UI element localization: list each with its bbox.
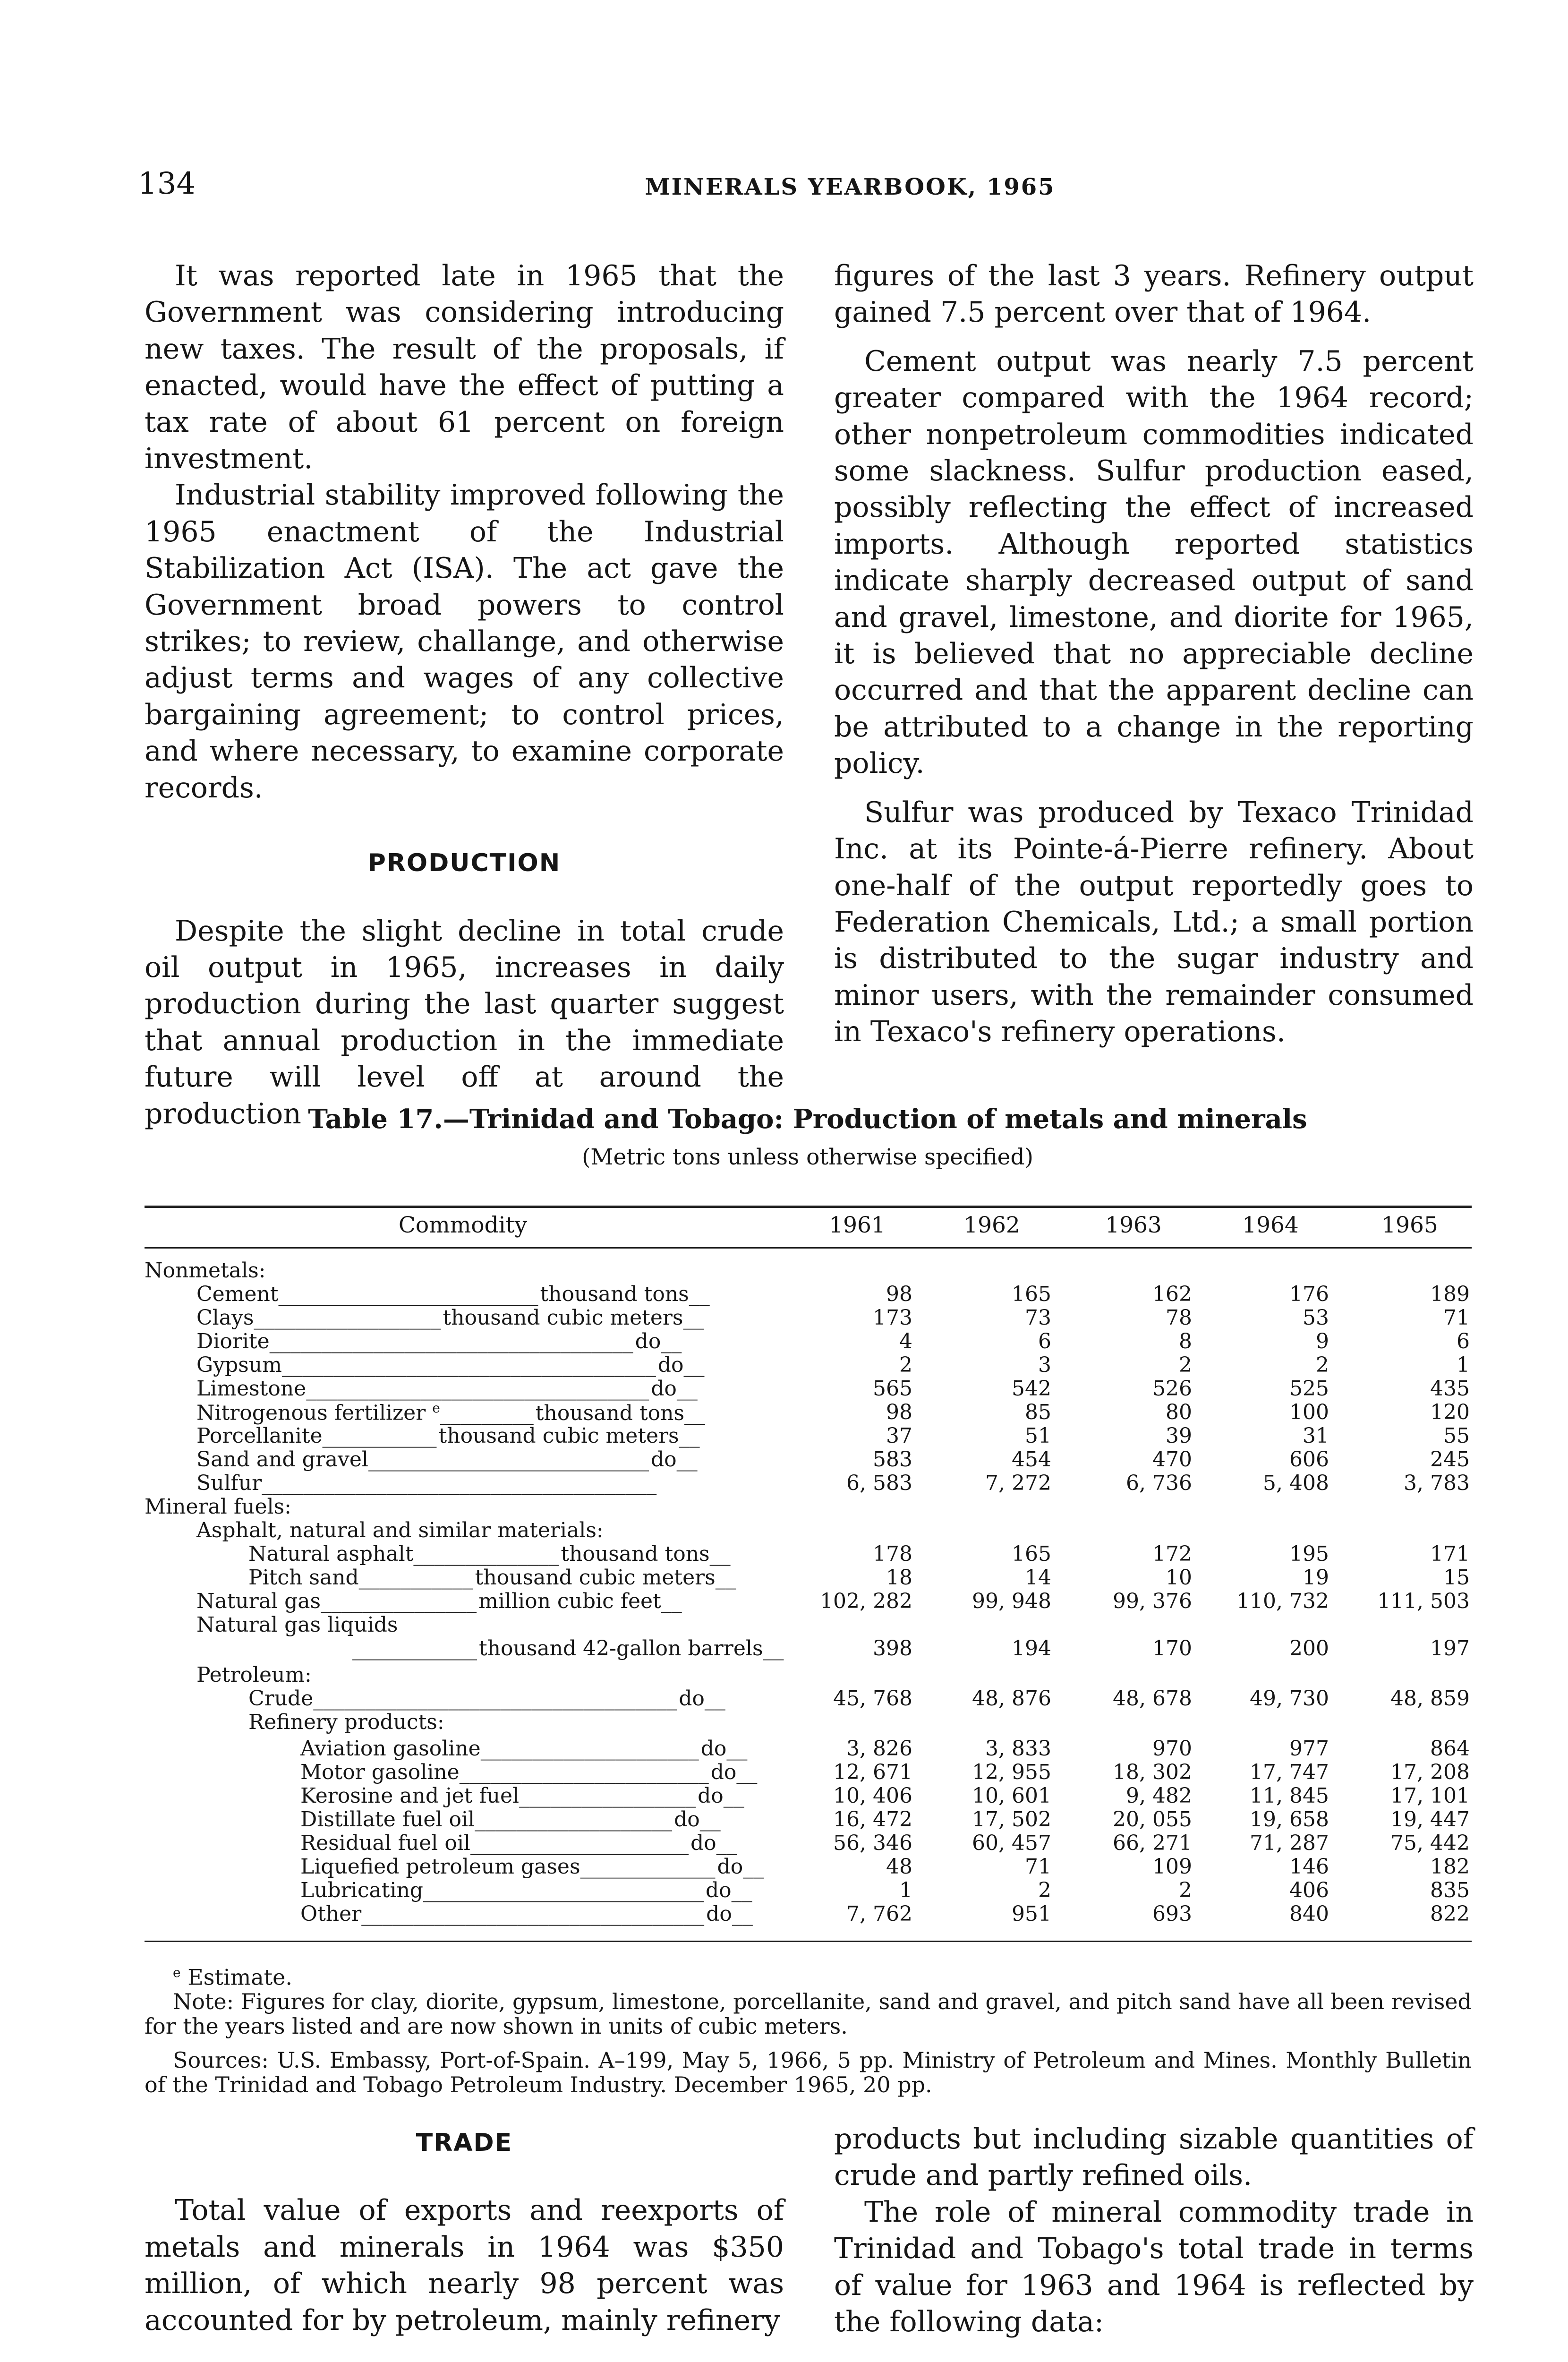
left-column — [145, 258, 784, 1132]
dot-leader: ______________ — [413, 1542, 559, 1566]
table-cell: 48, 876 — [972, 1686, 1051, 1711]
table-cell: 178 — [873, 1542, 912, 1566]
row-unit: do — [679, 1686, 705, 1711]
row-label: Limestone_________________________________do__ — [196, 1377, 698, 1401]
table-cell: 15 — [1443, 1566, 1470, 1590]
paragraph: Industrial stability improved following the 1965 enactment of the Industrial Stabilization Act (ISA). The act gave the Government broad powers to control strikes; to review, challange, and otherwise adjust terms and wages of any collective bargaining agreement; to control prices, and where necessary, to examine corporate records. — [145, 479, 784, 804]
table-cell: 5, 408 — [1263, 1471, 1329, 1495]
column-header-1961: 1961 — [829, 1212, 886, 1238]
table-row — [145, 1710, 1472, 1733]
row-unit: do — [651, 1447, 677, 1472]
table-cell: 454 — [1012, 1447, 1051, 1472]
table-cell: 970 — [1152, 1737, 1192, 1761]
table-row — [145, 1636, 1472, 1659]
row-unit: thousand tons — [535, 1401, 685, 1425]
table-cell: 835 — [1430, 1878, 1470, 1902]
paragraph: products but including sizable quantities of crude and partly refined oils. — [834, 2122, 1474, 2192]
row-label: Asphalt, natural and similar materials: — [196, 1518, 604, 1542]
table-cell: 48, 678 — [1113, 1686, 1192, 1711]
row-unit: thousand cubic meters — [443, 1306, 683, 1330]
table-cell: 20, 055 — [1113, 1807, 1192, 1831]
row-label: Natural gas_______________million cubic feet__ — [196, 1589, 682, 1613]
table-cell: 110, 732 — [1236, 1589, 1329, 1613]
table-row — [145, 1518, 1472, 1541]
row-label: Gypsum____________________________________do__ — [196, 1353, 705, 1377]
table-cell: 78 — [1166, 1306, 1192, 1330]
table-cell: 31 — [1303, 1424, 1329, 1448]
column-header-1965: 1965 — [1381, 1212, 1438, 1238]
row-label: Cement_________________________thousand tons__ — [196, 1282, 710, 1306]
dot-leader: ___________________________ — [368, 1447, 649, 1472]
table-cell: 99, 376 — [1113, 1589, 1192, 1613]
column-header-1964: 1964 — [1242, 1212, 1299, 1238]
row-unit: thousand cubic meters — [475, 1566, 716, 1590]
dot-leader: ___________________________________ — [313, 1686, 677, 1711]
table-top-rule — [145, 1206, 1472, 1208]
table-cell: 840 — [1289, 1902, 1329, 1926]
row-unit: do — [635, 1329, 661, 1353]
dot-leader: ___________ — [358, 1566, 473, 1590]
table-cell: 182 — [1430, 1855, 1470, 1879]
dot-leader: __ — [743, 1855, 764, 1879]
table-cell: 12, 955 — [972, 1760, 1051, 1784]
row-unit: do — [700, 1737, 727, 1761]
table-cell: 606 — [1289, 1447, 1329, 1472]
table-cell: 51 — [1025, 1424, 1051, 1448]
table-caption: Table 17.—Trinidad and Tobago: Production of metals and minerals — [308, 1104, 1307, 1135]
row-unit: thousand tons — [540, 1282, 689, 1306]
table-row — [145, 1760, 1472, 1783]
table-header-rule — [145, 1247, 1472, 1249]
dot-leader: __ — [763, 1636, 784, 1660]
table-cell: 73 — [1025, 1306, 1051, 1330]
table-cell: 3, 826 — [846, 1737, 912, 1761]
table-cell: 3 — [1038, 1353, 1051, 1377]
row-label: Liquefied petroleum gases_____________do__ — [300, 1855, 764, 1879]
table-cell: 170 — [1152, 1636, 1192, 1660]
table-cell: 120 — [1430, 1400, 1470, 1424]
table-notes — [145, 1960, 1472, 2097]
table-cell: 2 — [1316, 1353, 1329, 1377]
table-cell: 18 — [886, 1566, 912, 1590]
column-header-commodity: Commodity — [398, 1212, 528, 1238]
table-cell: 19 — [1303, 1566, 1329, 1590]
table-cell: 71 — [1443, 1306, 1470, 1330]
dot-leader: __ — [716, 1831, 737, 1855]
row-unit: do — [698, 1784, 724, 1808]
table-cell: 100 — [1289, 1400, 1329, 1424]
paragraph: The role of mineral commodity trade in Trinidad and Tobago's total trade in terms of value for 1963 and 1964 is reflected by the following data: — [834, 2195, 1474, 2339]
table-cell: 435 — [1430, 1377, 1470, 1401]
table-cell: 75, 442 — [1390, 1831, 1470, 1855]
table-row — [145, 1258, 1472, 1281]
dot-leader: __ — [726, 1737, 748, 1761]
table-cell: 864 — [1430, 1737, 1470, 1761]
table-cell: 2 — [1179, 1353, 1192, 1377]
table-cell: 9, 482 — [1126, 1784, 1192, 1808]
row-label: Residual fuel oil_____________________do__ — [300, 1831, 737, 1855]
table-row — [145, 1495, 1472, 1517]
row-label: Sand and gravel___________________________do__ — [196, 1447, 698, 1472]
table-cell: 583 — [873, 1447, 912, 1472]
table-row — [145, 1542, 1472, 1565]
table-cell: 822 — [1430, 1902, 1470, 1926]
table-cell: 53 — [1303, 1306, 1329, 1330]
dot-leader: __ — [684, 1401, 706, 1425]
row-label: Clays__________________thousand cubic meters__ — [196, 1306, 704, 1330]
table-row — [145, 1613, 1472, 1635]
row-label: Mineral fuels: — [145, 1495, 291, 1519]
paragraph: Total value of exports and reexports of metals and minerals in 1964 was $350 million, of which nearly 98 percent was accounted for by petroleum, mainly refinery — [145, 2194, 784, 2337]
table-cell: 3, 833 — [985, 1737, 1051, 1761]
table-cell: 6, 583 — [846, 1471, 912, 1495]
row-unit: million cubic feet — [478, 1589, 661, 1613]
table-cell: 245 — [1430, 1447, 1470, 1472]
table-cell: 17, 101 — [1390, 1784, 1470, 1808]
row-label: Motor gasoline________________________do__ — [300, 1760, 758, 1784]
table-cell: 10, 406 — [833, 1784, 912, 1808]
dot-leader: _________________________________ — [306, 1377, 649, 1401]
table-cell: 71, 287 — [1250, 1831, 1329, 1855]
table-row — [145, 1353, 1472, 1376]
table-cell: 6 — [1457, 1329, 1470, 1353]
row-unit: do — [705, 1878, 732, 1902]
paragraph: Sulfur was produced by Texaco Trinidad Inc. at its Pointe-á-Pierre refinery. About one-half of the output reportedly goes to Federation Chemicals, Ltd.; a small portion is distributed to the sugar industry and minor users, with the remainder consumed in Texaco's refinery operations. — [834, 796, 1474, 1049]
row-unit: do — [674, 1807, 700, 1831]
table-cell: 6 — [1038, 1329, 1051, 1353]
table-cell: 85 — [1025, 1400, 1051, 1424]
section-heading-production: PRODUCTION — [367, 849, 561, 878]
dot-leader: __ — [689, 1282, 710, 1306]
table-cell: 470 — [1152, 1447, 1192, 1472]
table-cell: 146 — [1289, 1855, 1329, 1879]
row-label: Sulfur______________________________________ — [196, 1471, 657, 1495]
page-number: 134 — [138, 166, 196, 201]
dot-leader: _________________ — [519, 1784, 696, 1808]
row-unit: thousand cubic meters — [438, 1424, 679, 1448]
dot-leader: ___________________________________ — [269, 1329, 633, 1353]
dot-leader: __ — [736, 1760, 758, 1784]
dot-leader: __ — [731, 1878, 752, 1902]
row-label: Other_________________________________do__ — [300, 1902, 753, 1926]
table-row — [145, 1807, 1472, 1830]
table-cell: 56, 346 — [833, 1831, 912, 1855]
table-cell: 542 — [1012, 1377, 1051, 1401]
table-cell: 194 — [1012, 1636, 1051, 1660]
table-row — [145, 1784, 1472, 1806]
table-cell: 60, 457 — [972, 1831, 1051, 1855]
table-cell: 111, 503 — [1377, 1589, 1470, 1613]
row-label: Nitrogenous fertilizer $^e$_________thousand tons__ — [196, 1400, 706, 1425]
table-cell: 48 — [886, 1855, 912, 1879]
table-cell: 406 — [1289, 1878, 1329, 1902]
table-cell: 197 — [1430, 1636, 1470, 1660]
row-unit: do — [657, 1353, 684, 1377]
row-label: Nonmetals: — [145, 1258, 266, 1283]
dot-leader: ________________________ — [459, 1760, 709, 1784]
table-cell: 195 — [1289, 1542, 1329, 1566]
dot-leader: __ — [676, 1377, 698, 1401]
row-unit: do — [710, 1760, 737, 1784]
table-cell: 176 — [1289, 1282, 1329, 1306]
table-cell: 12, 671 — [833, 1760, 912, 1784]
dot-leader: __ — [679, 1424, 700, 1448]
dot-leader: __ — [709, 1542, 731, 1566]
dot-leader: ___________ — [322, 1424, 437, 1448]
table-cell: 19, 658 — [1250, 1807, 1329, 1831]
table-cell: 2 — [899, 1353, 912, 1377]
table-cell: 49, 730 — [1250, 1686, 1329, 1711]
dot-leader: __ — [704, 1686, 725, 1711]
row-unit: do — [706, 1902, 732, 1926]
row-unit: do — [717, 1855, 743, 1879]
table-cell: 80 — [1166, 1400, 1192, 1424]
table-cell: 172 — [1152, 1542, 1192, 1566]
table-cell: 11, 845 — [1250, 1784, 1329, 1808]
table-cell: 10, 601 — [972, 1784, 1051, 1808]
row-label: Lubricating___________________________do__ — [300, 1878, 752, 1902]
table-cell: 19, 447 — [1390, 1807, 1470, 1831]
row-label: Porcellanite___________thousand cubic meters__ — [196, 1424, 700, 1448]
table-cell: 7, 762 — [846, 1902, 912, 1926]
table-cell: 102, 282 — [820, 1589, 912, 1613]
dot-leader: _____________________ — [480, 1737, 699, 1761]
column-header-1963: 1963 — [1105, 1212, 1162, 1238]
row-label: Pitch sand___________thousand cubic meters__ — [248, 1566, 736, 1590]
table-cell: 18, 302 — [1113, 1760, 1192, 1784]
table-cell: 98 — [886, 1282, 912, 1306]
dot-leader: _____________________ — [470, 1831, 689, 1855]
dot-leader: __ — [683, 1306, 704, 1330]
table-row — [145, 1589, 1472, 1612]
table-cell: 55 — [1443, 1424, 1470, 1448]
dot-leader: ____________ — [352, 1636, 477, 1660]
paragraph: It was reported late in 1965 that the Government was considering introducing new taxes. The result of the proposals, if enacted, would have the effect of putting a tax rate of about 61 percent on foreign investment. — [145, 259, 784, 476]
table-cell: 200 — [1289, 1636, 1329, 1660]
table-cell: 398 — [873, 1636, 912, 1660]
table-cell: 98 — [886, 1400, 912, 1424]
row-label: Crude___________________________________do__ — [248, 1686, 725, 1711]
table-cell: 71 — [1025, 1855, 1051, 1879]
table-cell: 526 — [1152, 1377, 1192, 1401]
column-header-1962: 1962 — [963, 1212, 1020, 1238]
table-cell: 16, 472 — [833, 1807, 912, 1831]
row-unit: thousand 42-gallon barrels — [479, 1636, 763, 1660]
table-subcaption: (Metric tons unless otherwise specified) — [582, 1144, 1033, 1170]
table-row — [145, 1855, 1472, 1877]
table-cell: 189 — [1430, 1282, 1470, 1306]
dot-leader: __________________ — [254, 1306, 441, 1330]
dot-leader: __ — [683, 1353, 705, 1377]
table-bottom-rule — [145, 1941, 1472, 1942]
dot-leader: __ — [723, 1784, 744, 1808]
table-cell: 165 — [1012, 1282, 1051, 1306]
table-cell: 171 — [1430, 1542, 1470, 1566]
table-cell: 162 — [1152, 1282, 1192, 1306]
table-sources: Sources: U.S. Embassy, Port-of-Spain. A–199, May 5, 1966, 5 pp. Ministry of Petroleum and Mines. Monthly Bulletin of the Trinidad and Tobago Petroleum Industry. December 1965, 20 pp. — [145, 2047, 1472, 2098]
table-cell: 977 — [1289, 1737, 1329, 1761]
table-row — [145, 1737, 1472, 1759]
table-cell: 48, 859 — [1390, 1686, 1470, 1711]
table-cell: 109 — [1152, 1855, 1192, 1879]
dot-leader: __ — [661, 1589, 682, 1613]
dot-leader: __ — [699, 1807, 721, 1831]
table-row — [145, 1471, 1472, 1494]
dot-leader: ___________________________ — [423, 1878, 704, 1902]
row-unit: do — [690, 1831, 716, 1855]
paragraph: Cement output was nearly 7.5 percent greater compared with the 1964 record; other nonpetroleum commodities indicated some slackness. Sulfur production eased, possibly reflecting the effect of increased imports. Although reported statistics indicate sharply decreased output of sand and gravel, limestone, and diorite for 1965, it is believed that no appreciable decline occurred and that the apparent decline can be attributed to a change in the reporting policy. — [834, 344, 1474, 780]
row-label — [352, 1636, 784, 1660]
trade-right-column — [834, 2121, 1474, 2340]
row-label: Distillate fuel oil___________________do__ — [300, 1807, 721, 1831]
row-label: Natural asphalt______________thousand tons__ — [248, 1542, 731, 1566]
dot-leader: _____________ — [580, 1855, 716, 1879]
table-row — [145, 1663, 1472, 1686]
table-cell: 693 — [1152, 1902, 1192, 1926]
right-column — [834, 258, 1474, 1051]
table-cell: 9 — [1316, 1329, 1329, 1353]
dot-leader: _________ — [440, 1401, 534, 1425]
table-cell: 6, 736 — [1126, 1471, 1192, 1495]
row-label: Natural gas liquids — [196, 1613, 398, 1637]
table-row — [145, 1831, 1472, 1854]
table-cell: 4 — [899, 1329, 912, 1353]
dot-leader: __ — [676, 1447, 698, 1472]
row-label: Aviation gasoline_____________________do__ — [300, 1737, 748, 1761]
table-cell: 17, 747 — [1250, 1760, 1329, 1784]
row-unit: do — [651, 1377, 677, 1401]
table-cell: 37 — [886, 1424, 912, 1448]
table-row — [145, 1686, 1472, 1709]
dot-leader: __ — [732, 1902, 753, 1926]
table-cell: 17, 502 — [972, 1807, 1051, 1831]
row-label: Refinery products: — [248, 1710, 444, 1734]
table-row — [145, 1306, 1472, 1328]
table-cell: 7, 272 — [985, 1471, 1051, 1495]
trade-left-column — [145, 2121, 784, 2339]
table-cell: 3, 783 — [1404, 1471, 1470, 1495]
table-row — [145, 1447, 1472, 1470]
table-cell: 2 — [1038, 1878, 1051, 1902]
table-cell: 951 — [1012, 1902, 1051, 1926]
dot-leader: _______________ — [321, 1589, 477, 1613]
table-cell: 14 — [1025, 1566, 1051, 1590]
table-note: Note: Figures for clay, diorite, gypsum, limestone, porcellanite, sand and gravel, and pitch sand have all been revised for the years listed and are now shown in units of cubic meters. — [145, 1989, 1472, 2039]
table-cell: 10 — [1166, 1566, 1192, 1590]
dot-leader: _________________________________ — [361, 1902, 705, 1926]
table-cell: 17, 208 — [1390, 1760, 1470, 1784]
table-cell: 173 — [873, 1306, 912, 1330]
dot-leader: __ — [661, 1329, 682, 1353]
table-cell: 565 — [873, 1377, 912, 1401]
footnote-estimate — [145, 1960, 1472, 1989]
footnote-text: Estimate. — [187, 1964, 292, 1990]
table-cell: 99, 948 — [972, 1589, 1051, 1613]
paragraph: figures of the last 3 years. Refinery output gained 7.5 percent over that of 1964. — [834, 259, 1474, 329]
table-cell: 525 — [1289, 1377, 1329, 1401]
dot-leader: _________________________ — [278, 1282, 538, 1306]
table-row — [145, 1282, 1472, 1305]
table-row — [145, 1424, 1472, 1446]
table-row — [145, 1878, 1472, 1901]
table-row — [145, 1902, 1472, 1925]
table-row — [145, 1377, 1472, 1399]
row-label: Kerosine and jet fuel_________________do__ — [300, 1784, 744, 1808]
section-heading-trade: TRADE — [416, 2129, 513, 2157]
table-cell: 165 — [1012, 1542, 1051, 1566]
table-cell: 2 — [1179, 1878, 1192, 1902]
table-cell: 1 — [1457, 1353, 1470, 1377]
estimate-mark: e — [173, 1965, 181, 1980]
estimate-mark: e — [432, 1400, 440, 1416]
row-label: Diorite___________________________________do__ — [196, 1329, 682, 1353]
row-label: Petroleum: — [196, 1663, 312, 1687]
table-cell: 1 — [899, 1878, 912, 1902]
table-row — [145, 1566, 1472, 1588]
table-cell: 45, 768 — [833, 1686, 912, 1711]
table-cell: 39 — [1166, 1424, 1192, 1448]
table-cell: 66, 271 — [1113, 1831, 1192, 1855]
running-title: MINERALS YEARBOOK, 1965 — [645, 174, 1056, 200]
row-unit: thousand tons — [561, 1542, 710, 1566]
dot-leader: __ — [715, 1566, 736, 1590]
table-cell: 8 — [1179, 1329, 1192, 1353]
dot-leader: ______________________________________ — [262, 1471, 657, 1495]
table-row — [145, 1400, 1472, 1423]
paragraph: Despite the slight decline in total crude oil output in 1965, increases in daily production during the last quarter suggest that annual production in the immediate future will level off at around the production — [145, 914, 784, 1130]
dot-leader: ____________________________________ — [281, 1353, 656, 1377]
table-row — [145, 1329, 1472, 1352]
dot-leader: ___________________ — [475, 1807, 673, 1831]
